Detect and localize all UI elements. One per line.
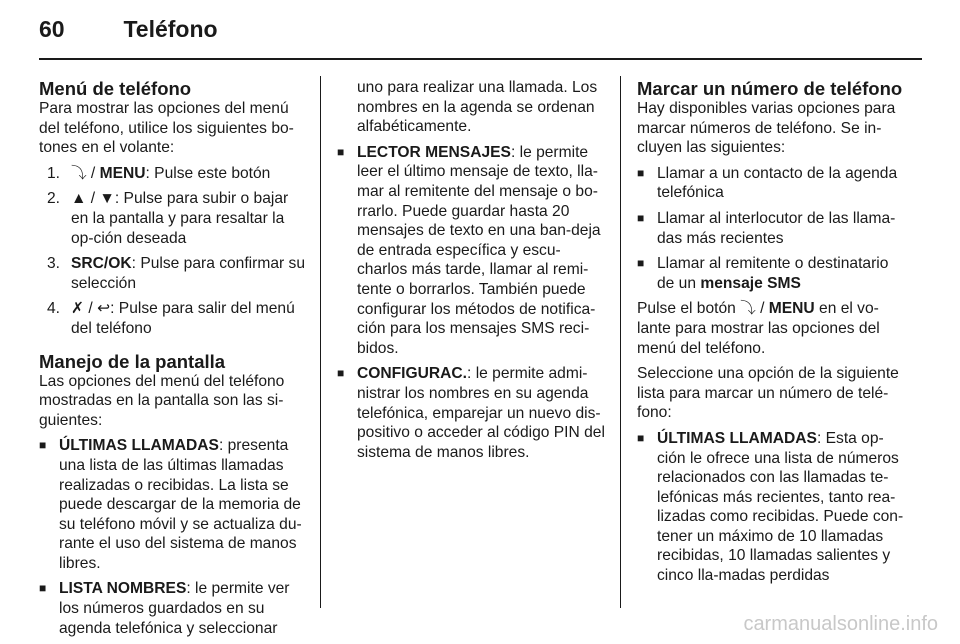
select-option-text: Seleccione una opción de la siguiente lista para marcar un número de telé-fono:: [637, 365, 899, 422]
bullet-icon: ■: [637, 430, 645, 445]
step-item: [39, 254, 307, 293]
step-text: : Pulse para subir o bajar en la pantalla y para resaltar la op-ción deseada: [71, 190, 289, 247]
page-header: [39, 16, 218, 48]
item-key: LECTOR MENSAJES: [357, 143, 511, 161]
intro-text-3: Hay disponibles varias opciones para marcar números de teléfono. Se in-cluyen las siguientes:: [637, 100, 896, 157]
header-rule: [39, 58, 922, 60]
section-heading-dial: Marcar un número de teléfono: [637, 78, 903, 99]
item-key: ÚLTIMAS LLAMADAS: [59, 437, 219, 455]
step-item: [39, 299, 307, 338]
page-number: 60: [39, 16, 65, 42]
step-number: 4.: [47, 300, 61, 318]
item-text: Llamar al interlocutor de las llama-das más recientes: [657, 209, 896, 247]
bullet-icon: ■: [337, 366, 345, 381]
step-number: 2.: [47, 190, 61, 208]
item-text: : Esta op-ción le ofrece una lista de números relacionados con las llamadas te-lefónicas más recientes, tanto rea-lizadas como recibidas. Puede con-tener un máximo de 10 llamadas recibidas, 10 llamadas salientes y cinco lla-madas perdidas: [657, 429, 904, 585]
column-divider-1: [320, 76, 321, 608]
list-item: [337, 143, 605, 359]
section-heading-screen: Manejo de la pantalla: [39, 350, 226, 372]
item-key: LISTA NOMBRES: [59, 580, 187, 598]
bullet-icon: ■: [637, 165, 645, 180]
call-button-icon: ⤵ /: [71, 164, 100, 182]
item-key: mensaje SMS: [700, 274, 801, 292]
column-divider-2: [620, 76, 621, 608]
item-key: CONFIGURAC.: [357, 365, 468, 383]
step-number: 1.: [47, 164, 61, 182]
item-text: Llamar al remitente o destinatario de un: [657, 255, 889, 292]
item-text: : presenta una lista de las últimas llamadas realizadas o recibidas. La lista se puede descargar de la memoria de su teléfono móvil y se actualiza du-rante el uso del sistema de manos libres.: [59, 437, 302, 572]
step-text: : Pulse para salir del menú del teléfono: [71, 300, 295, 337]
watermark: carmanualsonline.info: [743, 613, 938, 635]
continued-text: uno para realizar una llamada. Los nombres en la agenda se ordenan alfabéticamente.: [357, 79, 598, 136]
bullet-icon: ■: [637, 210, 645, 225]
menu-instruction-text: en el vo-lante para mostrar las opciones del menú del teléfono.: [637, 300, 880, 357]
step-number: 3.: [47, 255, 61, 273]
list-item: [39, 436, 307, 573]
menu-instruction: [637, 299, 905, 358]
column-3: [637, 78, 905, 592]
page-title: Teléfono: [123, 16, 218, 42]
list-item: [637, 429, 905, 586]
step-text: : Pulse para confirmar su selección: [71, 255, 305, 292]
step-key: SRC/OK: [71, 255, 132, 273]
intro-text: Para mostrar las opciones del menú del teléfono, utilice los siguientes bo-tones en el volante:: [39, 100, 294, 157]
bullet-icon: ■: [39, 581, 47, 596]
list-item: [637, 164, 905, 203]
bullet-icon: ■: [39, 438, 47, 453]
step-item: [39, 164, 307, 184]
item-text: : le permite leer el último mensaje de texto, lla-mar al remitente del mensaje o bo-rrarlo. Puede guardar hasta 20 mensajes de texto en una ban-deja de entrada específica y escu-charlos más tarde, llamar al remi-tente o borrarlos. También puede configurar los métodos de notifica-ción para los mensajes SMS reci-bidos.: [357, 143, 601, 357]
list-item: [39, 579, 307, 638]
step-item: [39, 189, 307, 248]
step-text: : Pulse este botón: [145, 164, 271, 182]
item-key: ÚLTIMAS LLAMADAS: [657, 429, 817, 447]
list-item: [637, 254, 905, 293]
item-text: Llamar a un contacto de la agenda telefónica: [657, 164, 898, 202]
mute-back-icon: ✗ / ↩: [71, 300, 111, 318]
call-button-text: Pulse el botón ⤵ /: [637, 300, 769, 318]
up-down-arrow-icon: ▲ / ▼: [71, 190, 115, 208]
step-key: MENU: [99, 164, 146, 182]
column-2: [337, 78, 605, 468]
item-text: : le permite admi-nistrar los nombres en su agenda telefónica, emparejar un nuevo dis-positivo o acceder al código PIN del sistema de manos libres.: [357, 365, 605, 461]
column-1: [39, 78, 307, 644]
intro-text-2: Las opciones del menú del teléfono mostradas en la pantalla son las si-guientes:: [39, 372, 285, 429]
item-text: : le permite ver los números guardados en su agenda telefónica y seleccionar: [59, 580, 290, 637]
list-item: [637, 209, 905, 248]
bullet-icon: ■: [337, 144, 345, 159]
section-heading-menu: Menú de teléfono: [39, 78, 192, 99]
list-item: [337, 364, 605, 462]
bullet-icon: ■: [637, 256, 645, 271]
menu-key: MENU: [768, 300, 815, 318]
